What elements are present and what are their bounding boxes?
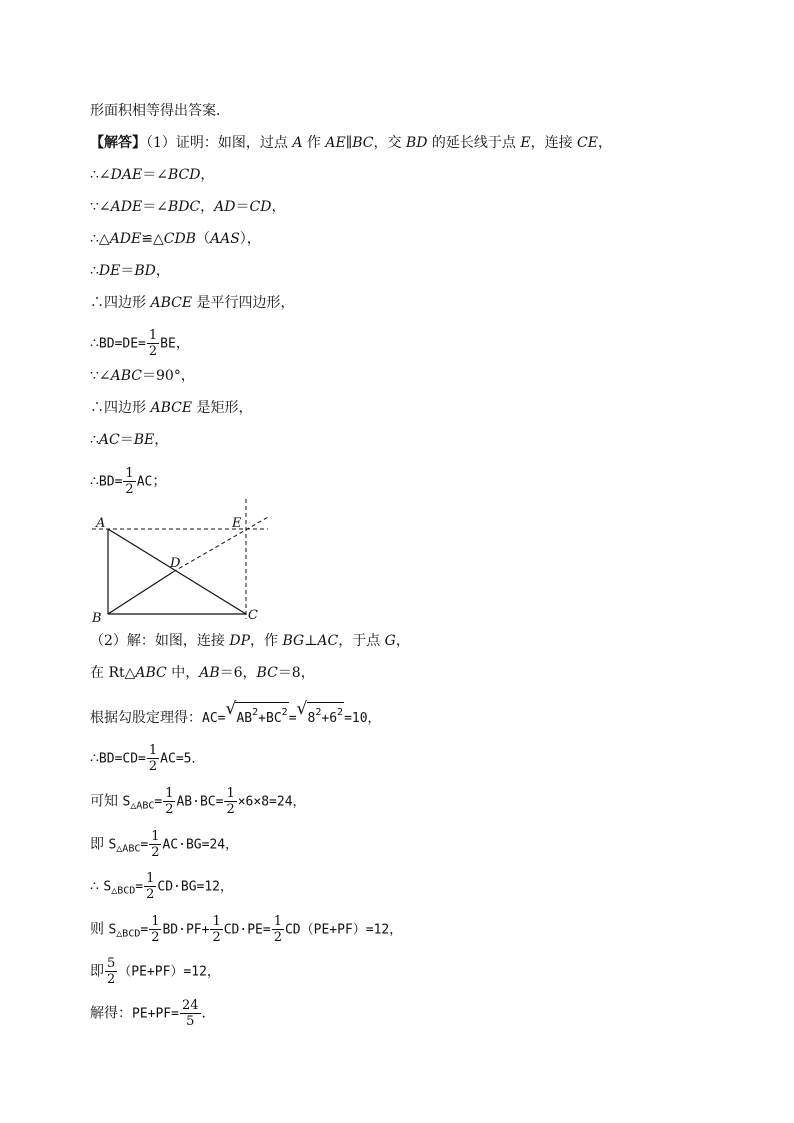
line-text: ，连接 [530, 135, 578, 151]
fraction [149, 914, 161, 945]
segment-label: BD [405, 135, 428, 151]
math-text: CD（PE+PF）=12， [284, 922, 403, 938]
area-subscript: △BCD [111, 885, 136, 897]
line-text: 即 [90, 963, 104, 980]
square-root [225, 702, 288, 729]
fraction-denominator: 2 [125, 482, 134, 497]
segment-label: AC [317, 633, 339, 649]
text-line-22 [90, 998, 216, 1029]
fraction [147, 743, 159, 774]
math-text: BD= [98, 474, 123, 490]
triangle-label: CDB [163, 231, 196, 247]
area-symbol: S [108, 837, 117, 853]
area-symbol: S [122, 794, 131, 810]
line-text: ＝90°， [142, 368, 195, 384]
line-text: 是矩形， [192, 400, 253, 416]
line-text: ， [175, 335, 190, 352]
quadrilateral-label: ABCE [150, 295, 193, 311]
fraction [123, 466, 135, 497]
fraction-denominator: 2 [148, 759, 158, 774]
line-text: ＝∠ [142, 199, 168, 215]
fraction-denominator: 2 [165, 802, 174, 817]
text-line-7 [90, 293, 295, 313]
point-label: G [384, 633, 396, 649]
quadrilateral-label: ABCE [150, 400, 193, 416]
segment-bd [108, 572, 173, 614]
line-text: （2）解：如图，连接 [90, 633, 230, 649]
text-line-3 [90, 165, 214, 185]
segment-label: AD [214, 199, 236, 215]
segment-label: BG [282, 633, 305, 649]
line-text: ∴四边形 [90, 400, 151, 416]
line-text: ＝8， [277, 665, 315, 681]
area-subscript: △BCD [116, 928, 141, 940]
fraction [147, 328, 159, 359]
fraction [144, 871, 156, 902]
math-text: AC= [202, 711, 226, 726]
fraction-numerator: 1 [148, 328, 158, 343]
line-text: ＝ [119, 432, 134, 448]
math-text: =10， [344, 711, 381, 726]
math-text: = [154, 794, 163, 810]
segment-label: DE [98, 263, 121, 279]
line-text: ≌△ [141, 231, 164, 247]
segment-label: AB [199, 665, 220, 681]
fraction-denominator: 2 [146, 887, 155, 902]
extension-line-de [173, 517, 268, 572]
math-text: 8 [307, 711, 316, 726]
text-line-4 [90, 197, 285, 217]
exponent: 2 [252, 707, 259, 718]
line-text: ＝ [120, 263, 135, 279]
text-line-8 [90, 328, 190, 359]
rectangle-diagram [88, 495, 288, 625]
segment-label: CE [577, 135, 598, 151]
math-text: AC·BG=24， [162, 837, 239, 853]
fraction-denominator: 2 [107, 972, 116, 987]
fraction-numerator: 1 [151, 914, 160, 929]
exponent: 2 [281, 707, 288, 718]
text-line-10 [90, 398, 253, 418]
line-text: ∵∠ [90, 199, 111, 215]
fraction [149, 829, 161, 860]
line-text: ，作 [250, 633, 283, 649]
perpendicular-symbol: ⊥ [304, 633, 318, 649]
math-text: （PE+PF）=12， [118, 964, 220, 980]
angle-label: ABC [110, 368, 143, 384]
area-symbol: S [108, 922, 117, 938]
fraction [180, 998, 201, 1029]
area-subscript: △ABC [116, 843, 141, 855]
line-text: ∴△ [90, 231, 110, 247]
line-text: 的延长线于点 [427, 135, 521, 151]
fraction-denominator: 2 [226, 802, 235, 817]
point-label-e: E [232, 516, 242, 531]
text-line-14 [90, 663, 315, 683]
math-text: AB·BC= [176, 794, 224, 810]
point-label: E [520, 135, 531, 151]
segment-label: BC [256, 665, 278, 681]
math-text: = [288, 711, 297, 726]
segment-label: AE [325, 135, 346, 151]
fraction-denominator: 2 [148, 344, 158, 359]
math-text: = [135, 879, 144, 895]
line-text: ＝ [235, 199, 250, 215]
parallel-symbol: ∥ [345, 135, 353, 151]
line-text: ， [597, 135, 612, 151]
fraction-numerator: 1 [151, 829, 160, 844]
line-text: ，交 [373, 135, 406, 151]
math-text: AC=5． [160, 751, 205, 767]
text-line-16 [90, 743, 204, 774]
math-text: BD·PF+ [162, 922, 210, 938]
text-line-6 [90, 261, 170, 281]
line-text: ． [201, 1005, 216, 1022]
fraction-numerator: 1 [148, 743, 158, 758]
math-text: BD=DE= [98, 336, 146, 352]
line-text: ∴四边形 [90, 295, 151, 311]
segment-label: DP [229, 633, 251, 649]
line-text: ； [152, 473, 167, 490]
math-text: PE+PF= [132, 1006, 179, 1022]
exponent: 2 [337, 707, 344, 718]
theorem-label: AAS [209, 231, 240, 247]
fraction [224, 786, 236, 817]
math-text: CD·PE= [223, 922, 271, 938]
fraction [163, 786, 175, 817]
radicand [307, 702, 345, 729]
line-text: ∵∠ [90, 368, 111, 384]
line-text: 解得： [90, 1005, 132, 1022]
fraction-numerator: 1 [273, 914, 282, 929]
vertex-label-a: A [96, 516, 106, 531]
line-text: ＝6， [219, 665, 257, 681]
area-subscript: △ABC [130, 800, 155, 812]
line-text: 中， [166, 665, 200, 681]
line-text: 在 Rt△ [90, 665, 136, 681]
fraction [272, 914, 284, 945]
point-label: A [292, 135, 303, 151]
angle-label: BCD [167, 167, 201, 183]
fraction-denominator: 2 [273, 930, 282, 945]
math-text: = [140, 837, 149, 853]
text-line-11 [90, 430, 168, 450]
math-text: BD=CD= [98, 751, 146, 767]
segment-label: BE [133, 432, 155, 448]
math-text: ×6×8=24， [237, 794, 306, 810]
segment-label: CD [249, 199, 272, 215]
line-text: ， [271, 199, 286, 215]
angle-label: BDC [167, 199, 201, 215]
line-text: ＝∠ [142, 167, 168, 183]
fraction-denominator: 2 [151, 930, 160, 945]
text-line-21 [90, 956, 220, 987]
line-text: （1）证明：如图，过点 [146, 135, 293, 151]
solution-heading-line [90, 133, 612, 153]
line-text: ∴ [90, 335, 99, 352]
line-text: ∴ [90, 473, 99, 490]
exponent: 2 [315, 707, 322, 718]
vertex-label-c: C [248, 608, 258, 623]
text-line-17 [90, 786, 306, 817]
line-text: ∴ [90, 750, 99, 767]
angle-label: ADE [110, 199, 143, 215]
fraction [210, 914, 222, 945]
segment-label: BD [134, 263, 156, 279]
fraction-numerator: 1 [212, 914, 221, 929]
math-text: = [140, 922, 149, 938]
line-text: 是平行四边形， [192, 295, 295, 311]
line-text: ， [154, 432, 169, 448]
math-text: +BC [258, 711, 282, 726]
line-text: ， [200, 199, 215, 215]
text-line-1 [90, 101, 230, 121]
math-text: CD·BG=12， [157, 879, 234, 895]
line-text: 形面积相等得出答案． [90, 103, 230, 119]
text-line-19 [90, 871, 233, 902]
math-text: AC [136, 474, 153, 490]
math-text: AB [236, 711, 253, 726]
text-line-5 [90, 229, 261, 249]
math-text: +6 [321, 711, 338, 726]
fraction-denominator: 5 [186, 1014, 195, 1029]
text-line-20 [90, 914, 402, 945]
angle-label: DAE [110, 167, 143, 183]
line-text: 即 [90, 836, 109, 853]
line-text: 作 [302, 135, 326, 151]
fraction-numerator: 1 [226, 786, 235, 801]
line-text: ∴∠ [90, 167, 111, 183]
line-text: ，于点 [338, 633, 385, 649]
solution-label: 【解答】 [90, 135, 146, 151]
math-text: BE [160, 336, 176, 352]
text-line-13 [90, 631, 410, 651]
segment-label: BC [352, 135, 374, 151]
segment-label: AC [98, 432, 120, 448]
triangle-label: ADE [109, 231, 142, 247]
fraction-numerator: 1 [165, 786, 174, 801]
line-text: ∴ [90, 263, 99, 279]
text-line-18 [90, 829, 238, 860]
line-text: ）， [239, 231, 261, 247]
line-text: 根据勾股定理得： [90, 710, 202, 726]
line-text: ， [200, 167, 215, 183]
line-text: ∴ [90, 878, 104, 895]
fraction-denominator: 2 [151, 845, 160, 860]
fraction-numerator: 24 [181, 998, 199, 1013]
square-root [297, 702, 345, 729]
triangle-label: ABC [135, 665, 167, 681]
fraction-denominator: 2 [212, 930, 221, 945]
vertex-label-b: B [92, 611, 102, 625]
point-label-d: D [170, 556, 181, 571]
fraction-numerator: 1 [146, 871, 155, 886]
line-text: 则 [90, 921, 109, 938]
radicand [235, 702, 288, 729]
area-symbol: S [103, 879, 112, 895]
line-text: ∴ [90, 432, 99, 448]
line-text: ， [395, 633, 410, 649]
fraction-numerator: 1 [125, 466, 134, 481]
text-line-9 [90, 366, 195, 386]
text-line-15 [90, 702, 381, 729]
fraction [105, 956, 117, 987]
line-text: 可知 [90, 793, 123, 810]
fraction-numerator: 5 [107, 956, 116, 971]
line-text: ， [155, 263, 170, 279]
line-text: （ [195, 231, 210, 247]
text-line-12 [90, 466, 166, 497]
